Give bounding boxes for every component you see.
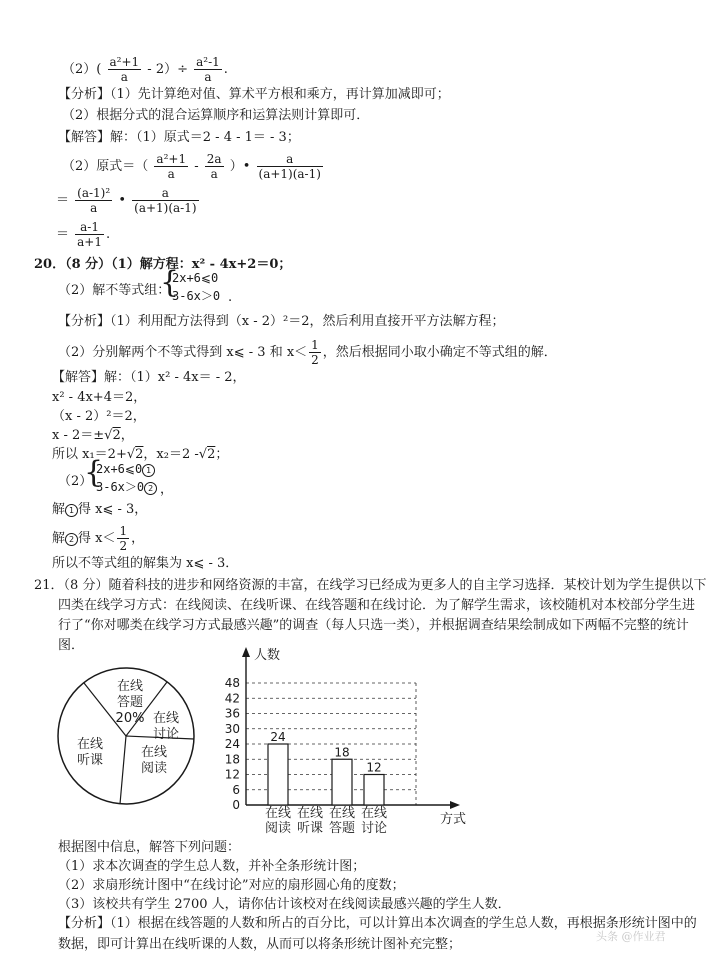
period: . bbox=[228, 290, 233, 305]
circled-number: 1 bbox=[142, 464, 155, 477]
slice-label-answer-pct: 20% bbox=[115, 711, 145, 726]
category-label-line2: 答题 bbox=[328, 821, 356, 836]
answer-label: （2）原式＝（ bbox=[62, 159, 149, 174]
p20-solve-2 bbox=[52, 524, 144, 553]
operator-text: • bbox=[118, 193, 126, 208]
bar-layer bbox=[268, 730, 384, 805]
solve-text: 得 x⩽ - 3， bbox=[78, 502, 148, 517]
p20-system-label: （2） bbox=[58, 474, 93, 489]
category-label-line2: 讨论 bbox=[360, 821, 388, 836]
answer-text: x - 2＝± bbox=[52, 428, 105, 443]
solve-text: 得 x＜ bbox=[78, 531, 116, 546]
operator-text: - bbox=[194, 159, 199, 174]
numerator: a-1 bbox=[75, 220, 104, 235]
period: . bbox=[106, 227, 111, 242]
category-layer bbox=[265, 805, 387, 836]
denominator: a+1 bbox=[77, 235, 102, 249]
y-tick-label: 30 bbox=[224, 721, 240, 736]
y-axis-arrow bbox=[242, 647, 250, 657]
p20-answer-1: 【解答】解：（1）x² - 4x＝ - 2， bbox=[52, 370, 246, 385]
p19-answer-1: 【解答】解：（1）原式＝2 - 4 - 1＝ - 3； bbox=[58, 130, 300, 145]
fraction bbox=[309, 338, 321, 367]
p21-after-3: （2）求扇形统计图中“在线讨论”对应的扇形圆心角的度数； bbox=[58, 878, 405, 893]
y-tick-layer bbox=[225, 676, 240, 812]
y-tick-label: 18 bbox=[224, 752, 240, 767]
p21-after-1: 根据图中信息，解答下列问题： bbox=[58, 840, 241, 855]
denominator: (a+1)(a-1) bbox=[134, 201, 197, 215]
fraction bbox=[194, 55, 222, 84]
bar bbox=[268, 744, 288, 805]
x-axis-label: 方式 bbox=[440, 812, 467, 827]
circled-number: 1 bbox=[65, 504, 78, 517]
numerator: 2a bbox=[206, 152, 222, 166]
left-brace: { bbox=[160, 265, 180, 300]
circled-number: 2 bbox=[144, 482, 157, 495]
bar-data-label: 18 bbox=[334, 745, 350, 760]
bar-chart bbox=[222, 645, 482, 840]
slice-label-answer-l2: 答题 bbox=[116, 695, 144, 710]
pie-divider bbox=[120, 736, 126, 804]
inequality-2: 3-6x＞0 bbox=[172, 289, 221, 303]
fraction bbox=[117, 524, 129, 553]
y-tick-label: 24 bbox=[224, 737, 240, 751]
paren: ( bbox=[96, 62, 102, 77]
p20-heading: 20．（8 分）（1）解方程：x² - 4x+2＝0； bbox=[34, 257, 292, 272]
watermark: 头条 @作业君 bbox=[596, 930, 666, 943]
solve-text: 解 bbox=[52, 531, 66, 546]
y-axis-label: 人数 bbox=[254, 648, 281, 663]
system-line-1 bbox=[96, 461, 155, 478]
p21-line-1: 21．（8 分）随着科技的进步和网络资源的丰富，在线学习已经成为更多人的自主学习选择．某校计划为学生提供以下 bbox=[34, 578, 707, 593]
inequality: 3-6x＞0 bbox=[96, 480, 145, 494]
answer-text: ，x₂＝2 - bbox=[143, 447, 199, 462]
numerator: 1 bbox=[311, 338, 319, 352]
slice-label-discuss-l2: 讨论 bbox=[152, 727, 180, 742]
fraction bbox=[205, 152, 224, 181]
y-tick-label: 12 bbox=[224, 767, 240, 782]
pie-chart bbox=[50, 660, 210, 830]
p19-answer-2 bbox=[62, 152, 325, 181]
category-label-line1: 在线 bbox=[296, 806, 324, 821]
y-tick-label: 42 bbox=[224, 691, 240, 706]
denominator: a bbox=[120, 70, 128, 84]
p19-step-2 bbox=[56, 186, 201, 215]
answer-text: ； bbox=[215, 447, 229, 462]
denominator: a bbox=[210, 167, 218, 181]
fraction bbox=[108, 55, 142, 84]
category-label-line1: 在线 bbox=[264, 806, 292, 821]
operator-text: - 2）÷ bbox=[147, 62, 188, 77]
numerator: 1 bbox=[119, 524, 128, 538]
p20-q2-label: （2）解不等式组： bbox=[58, 283, 171, 298]
answer-text: ， bbox=[120, 428, 134, 443]
numerator: (a-1)² bbox=[77, 186, 111, 200]
p20-answer-2: x² - 4x+4＝2， bbox=[52, 390, 147, 405]
radicand: 2 bbox=[112, 428, 121, 443]
left-brace: { bbox=[84, 455, 104, 490]
denominator: a bbox=[204, 70, 212, 84]
radicand: 2 bbox=[135, 447, 144, 462]
inequality: 2x+6⩽0 bbox=[96, 462, 143, 476]
denominator: a bbox=[90, 201, 98, 215]
slice-label-listen-l1: 在线 bbox=[76, 737, 104, 752]
p20-conclusion: 所以不等式组的解集为 x⩽ - 3． bbox=[52, 556, 239, 571]
p20-answer-4: x - 2＝±√2， bbox=[52, 428, 134, 443]
numerator: a bbox=[132, 186, 198, 201]
p19-q2-expression bbox=[62, 55, 228, 84]
y-tick-label: 0 bbox=[232, 798, 240, 812]
fraction bbox=[132, 186, 198, 215]
answer-text: 所以 x₁＝2+ bbox=[52, 447, 127, 462]
p19-step-3 bbox=[56, 220, 110, 249]
denominator: a bbox=[167, 167, 175, 181]
p19-analysis-1: 【分析】（1）先计算绝对值、算术平方根和乘方，再计算加减即可； bbox=[58, 87, 450, 102]
system-line-2 bbox=[96, 479, 157, 496]
numerator: a²+1 bbox=[156, 152, 187, 166]
circled-number: 2 bbox=[65, 533, 78, 546]
numerator: a bbox=[257, 152, 323, 167]
slice-label-read-l1: 在线 bbox=[140, 745, 168, 760]
inequality-1: 2x+6⩽0 bbox=[172, 271, 219, 285]
p21-line-3: 行了“你对哪类在线学习方式最感兴趣”的调查（每人只选一类），并根据调查结果绘制成如下两幅不完整的统计 bbox=[58, 618, 689, 633]
x-axis-arrow bbox=[450, 801, 460, 809]
numerator: a²-1 bbox=[196, 55, 220, 69]
solve-text: 解 bbox=[52, 502, 66, 517]
p21-line-2: 四类在线学习方式：在线阅读、在线听课、在线答题和在线讨论．为了解学生需求，该校随机对本校部分学生进 bbox=[58, 598, 696, 613]
bar bbox=[332, 759, 352, 805]
p21-line-4: 图． bbox=[58, 638, 85, 653]
p20-solve-1 bbox=[52, 502, 147, 518]
p21-after-2: （1）求本次调查的学生总人数，并补全条形统计图； bbox=[58, 859, 366, 874]
denominator: (a+1)(a-1) bbox=[258, 167, 321, 181]
slice-label-read-l2: 阅读 bbox=[140, 761, 168, 776]
fraction bbox=[154, 152, 188, 181]
p20-answer-3: （x - 2）²＝2， bbox=[52, 409, 146, 424]
category-label-line2: 阅读 bbox=[264, 821, 292, 836]
denominator: 2 bbox=[119, 539, 128, 553]
equals: ＝ bbox=[56, 193, 70, 208]
comma: ， bbox=[160, 482, 174, 497]
y-tick-label: 36 bbox=[224, 706, 240, 721]
analysis-text: ，然后根据同小取小确定不等式组的解． bbox=[322, 345, 557, 360]
p20-answer-5: 所以 x₁＝2+√2，x₂＝2 -√2； bbox=[52, 447, 229, 462]
category-label-line1: 在线 bbox=[360, 806, 388, 821]
bar-data-label: 24 bbox=[270, 730, 286, 744]
period: . bbox=[223, 62, 228, 77]
p20-analysis-1: 【分析】（1）利用配方法得到（x - 2）²＝2，然后利用直接开平方法解方程； bbox=[58, 314, 505, 329]
p21-analysis-2: 数据，即可计算出在线听课的人数，从而可以将条形统计图补充完整； bbox=[58, 937, 462, 952]
radicand: 2 bbox=[207, 447, 216, 462]
slice-label-listen-l2: 听课 bbox=[76, 753, 104, 768]
p19-analysis-2: （2）根据分式的混合运算顺序和运算法则计算即可． bbox=[62, 108, 370, 123]
fraction bbox=[75, 220, 104, 249]
equals: ＝ bbox=[56, 227, 70, 242]
y-tick-label: 6 bbox=[232, 782, 240, 797]
solve-text: ， bbox=[131, 531, 145, 546]
p20-analysis-2 bbox=[58, 338, 557, 367]
operator-text: ）• bbox=[229, 159, 251, 174]
slice-label-discuss-l1: 在线 bbox=[152, 711, 180, 726]
p21-analysis-1: 【分析】（1）根据在线答题的人数和所占的百分比，可以计算出本次调查的学生总人数，再根据条形统计图中的 bbox=[58, 916, 697, 931]
bar-data-label: 12 bbox=[366, 760, 382, 775]
numerator: a²+1 bbox=[109, 55, 140, 69]
p21-after-4: （3）该校共有学生 2700 人，请你估计该校对在线阅读最感兴趣的学生人数． bbox=[58, 897, 511, 912]
category-label-line2: 听课 bbox=[296, 821, 324, 836]
fraction bbox=[75, 186, 112, 215]
bar bbox=[364, 775, 384, 806]
category-label-line1: 在线 bbox=[328, 806, 356, 821]
q2-label: （2） bbox=[62, 62, 97, 77]
fraction bbox=[257, 152, 323, 181]
analysis-text: （2）分别解两个不等式得到 x⩽ - 3 和 x＜ bbox=[58, 345, 308, 360]
y-tick-label: 48 bbox=[224, 676, 240, 690]
slice-label-answer-l1: 在线 bbox=[116, 679, 144, 694]
denominator: 2 bbox=[311, 353, 319, 367]
